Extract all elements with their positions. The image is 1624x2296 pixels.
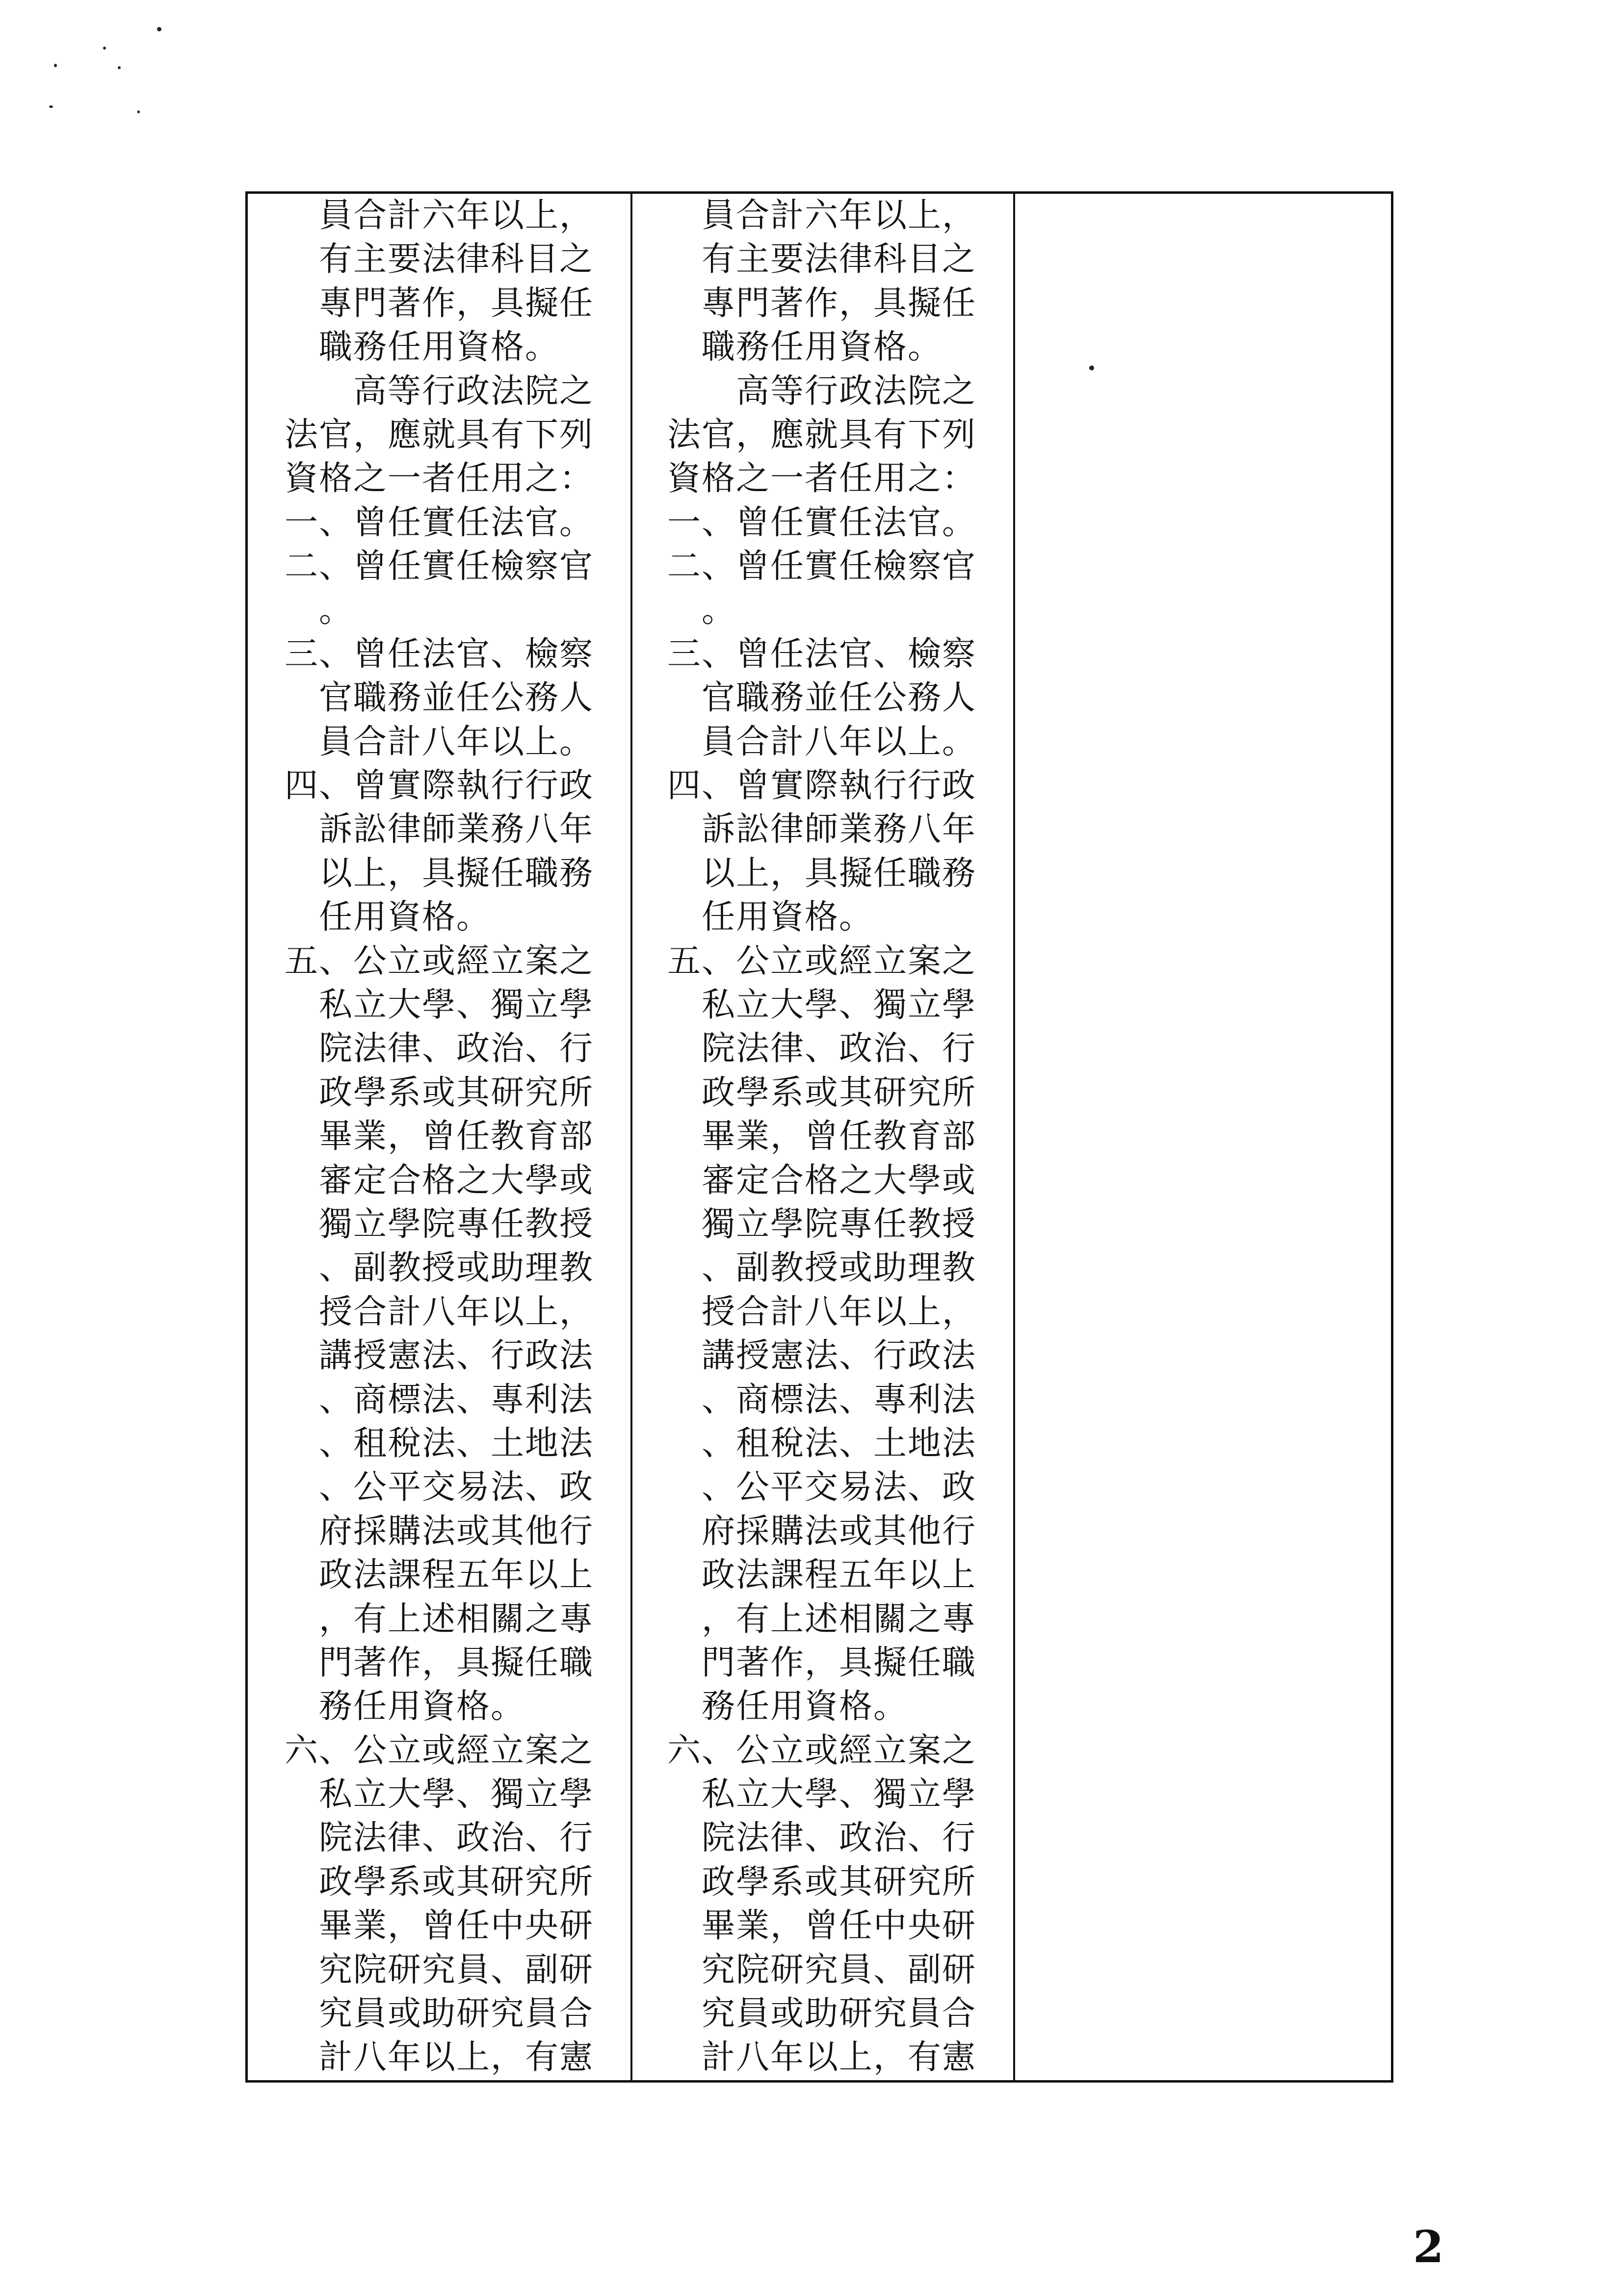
text-line: 審定合格之大學或 (319, 1161, 594, 1200)
text-line: 、副教授或助理教 (319, 1249, 594, 1288)
text-line: 政學系或其研究所 (702, 1073, 977, 1112)
text-line: 究員或助研究員合 (319, 1994, 594, 2034)
text-line: 計八年以上，有憲 (319, 2038, 594, 2077)
text-line: 門著作，具擬任職 (702, 1643, 977, 1682)
text-line: 畢業，曾任教育部 (702, 1117, 977, 1156)
text-line: 五、公立或經立案之 (285, 941, 594, 981)
text-line: 授合計八年以上， (319, 1292, 594, 1331)
text-line: 官職務並任公務人 (702, 678, 977, 718)
middle-column-text (667, 194, 976, 2080)
text-line: 究院研究員、副研 (702, 1950, 977, 1989)
text-line: 專門著作，具擬任 (702, 284, 977, 323)
scan-speck (54, 64, 57, 67)
text-line: 職務任用資格。 (702, 328, 943, 367)
text-line: 六、公立或經立案之 (667, 1731, 977, 1770)
text-line: 訴訟律師業務八年 (319, 810, 594, 849)
scan-speck (103, 47, 106, 50)
text-line: 四、曾實際執行行政 (285, 766, 594, 806)
text-line: 講授憲法、行政法 (702, 1336, 977, 1376)
text-line: 私立大學、獨立學 (702, 1775, 977, 1814)
text-line: 畢業，曾任中央研 (702, 1906, 977, 1946)
text-line: 政法課程五年以上 (319, 1556, 594, 1595)
text-line: 五、公立或經立案之 (667, 941, 977, 981)
text-line: 二、曾任實任檢察官 (285, 547, 594, 586)
column-divider (630, 194, 632, 2080)
text-line: 員合計六年以上， (319, 196, 594, 235)
text-line: 任用資格。 (319, 898, 491, 937)
text-line: 六、公立或經立案之 (285, 1731, 594, 1770)
scan-speck (118, 66, 121, 69)
text-line: 政學系或其研究所 (702, 1862, 977, 1902)
text-line: 政學系或其研究所 (319, 1073, 594, 1112)
text-line: 、租稅法、土地法 (702, 1424, 977, 1463)
text-line: 職務任用資格。 (319, 328, 560, 367)
text-line: 審定合格之大學或 (702, 1161, 977, 1200)
text-line: ，有上述相關之專 (702, 1599, 977, 1639)
text-line: 政學系或其研究所 (319, 1862, 594, 1902)
text-line: 高等行政法院之 (736, 371, 977, 411)
text-line: 資格之一者任用之： (285, 459, 594, 498)
text-line: 私立大學、獨立學 (702, 986, 977, 1025)
text-line: 四、曾實際執行行政 (667, 766, 977, 806)
scan-speck (157, 27, 161, 31)
column-divider (1013, 194, 1015, 2080)
text-line: 。 (702, 591, 736, 630)
text-line: ，有上述相關之專 (319, 1599, 594, 1639)
left-column-text (285, 194, 594, 2080)
scan-speck (49, 105, 53, 108)
text-line: 講授憲法、行政法 (319, 1336, 594, 1376)
text-line: 員合計八年以上。 (319, 722, 594, 761)
text-line: 專門著作，具擬任 (319, 284, 594, 323)
text-line: 院法律、政治、行 (702, 1029, 977, 1069)
text-line: 、租稅法、土地法 (319, 1424, 594, 1463)
text-line: 員合計八年以上。 (702, 722, 977, 761)
text-line: 一、曾任實任法官。 (285, 503, 594, 542)
text-line: 府採購法或其他行 (702, 1512, 977, 1551)
text-line: 院法律、政治、行 (319, 1029, 594, 1069)
text-line: 獨立學院專任教授 (319, 1204, 594, 1244)
text-line: 獨立學院專任教授 (702, 1204, 977, 1244)
text-line: 二、曾任實任檢察官 (667, 547, 977, 586)
page-number: 2 (1413, 2221, 1444, 2273)
text-line: 、副教授或助理教 (702, 1249, 977, 1288)
text-line: 法官，應就具有下列 (285, 415, 594, 454)
text-line: 務任用資格。 (702, 1687, 908, 1726)
text-line: 計八年以上，有憲 (702, 2038, 977, 2077)
text-line: 究員或助研究員合 (702, 1994, 977, 2034)
text-line: 院法律、政治、行 (319, 1819, 594, 1858)
text-line: 私立大學、獨立學 (319, 1775, 594, 1814)
text-line: 究院研究員、副研 (319, 1950, 594, 1989)
text-line: 任用資格。 (702, 898, 874, 937)
text-line: 、商標法、專利法 (319, 1380, 594, 1419)
text-line: 院法律、政治、行 (702, 1819, 977, 1858)
text-line: 訴訟律師業務八年 (702, 810, 977, 849)
text-line: 門著作，具擬任職 (319, 1643, 594, 1682)
text-line: 政法課程五年以上 (702, 1556, 977, 1595)
text-line: 畢業，曾任教育部 (319, 1117, 594, 1156)
text-line: 、公平交易法、政 (702, 1468, 977, 1507)
text-line: 以上，具擬任職務 (702, 854, 977, 893)
text-line: 員合計六年以上， (702, 196, 977, 235)
text-line: 一、曾任實任法官。 (667, 503, 977, 542)
text-line: 法官，應就具有下列 (667, 415, 977, 454)
text-line: 府採購法或其他行 (319, 1512, 594, 1551)
text-line: 資格之一者任用之： (667, 459, 977, 498)
text-line: 授合計八年以上， (702, 1292, 977, 1331)
text-line: 私立大學、獨立學 (319, 986, 594, 1025)
scan-speck (1089, 365, 1094, 370)
text-line: 三、曾任法官、檢察 (667, 634, 977, 674)
text-line: 有主要法律科目之 (702, 240, 977, 279)
text-line: 以上，具擬任職務 (319, 854, 594, 893)
comparison-table (245, 191, 1393, 2083)
text-line: 、商標法、專利法 (702, 1380, 977, 1419)
text-line: 務任用資格。 (319, 1687, 525, 1726)
text-line: 官職務並任公務人 (319, 678, 594, 718)
text-line: 有主要法律科目之 (319, 240, 594, 279)
text-line: 三、曾任法官、檢察 (285, 634, 594, 674)
scan-speck (137, 110, 140, 113)
text-line: 畢業，曾任中央研 (319, 1906, 594, 1946)
text-line: 、公平交易法、政 (319, 1468, 594, 1507)
text-line: 高等行政法院之 (353, 371, 594, 411)
text-line: 。 (319, 591, 354, 630)
